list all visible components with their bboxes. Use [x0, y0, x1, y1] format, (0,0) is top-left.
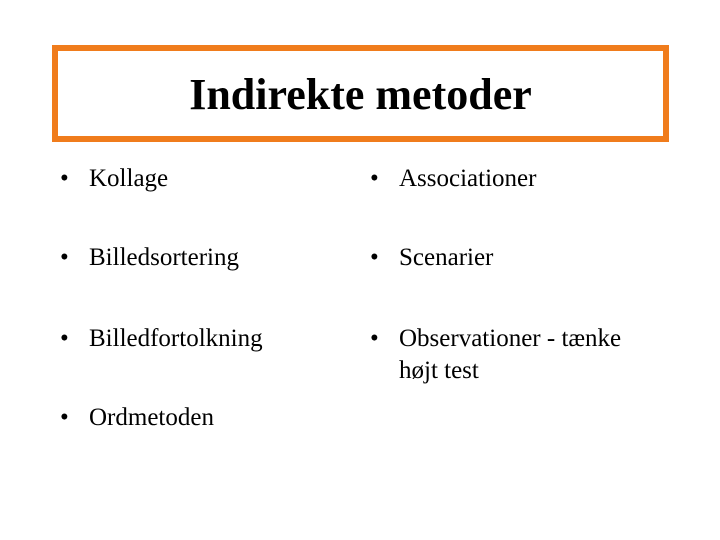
bullet-icon: • [60, 244, 69, 271]
bullet-icon: • [370, 244, 379, 271]
bullet-icon: • [370, 325, 379, 352]
bullet-text: Scenarier [399, 244, 494, 271]
bullet-item-observationer [370, 323, 659, 387]
bullet-item-billedsortering [60, 242, 239, 274]
bullet-item-scenarier [370, 242, 493, 274]
bullet-icon: • [60, 325, 69, 352]
bullet-text: Observationer - tænke højt test [399, 325, 622, 384]
bullet-text: Kollage [89, 165, 169, 192]
bullet-icon: • [370, 165, 379, 192]
bullet-text: Associationer [399, 165, 537, 192]
bullet-text: Billedfortolkning [89, 325, 263, 352]
bullet-icon: • [60, 404, 69, 431]
bullet-item-billedfortolkning [60, 323, 263, 355]
bullet-item-associationer [370, 163, 536, 195]
title-box [52, 45, 669, 142]
bullet-text: Billedsortering [89, 244, 239, 271]
bullet-icon: • [60, 165, 69, 192]
bullet-text: Ordmetoden [89, 404, 214, 431]
bullet-item-kollage [60, 163, 168, 195]
slide-title: Indirekte metoder [189, 69, 532, 119]
bullet-item-ordmetoden [60, 402, 214, 434]
